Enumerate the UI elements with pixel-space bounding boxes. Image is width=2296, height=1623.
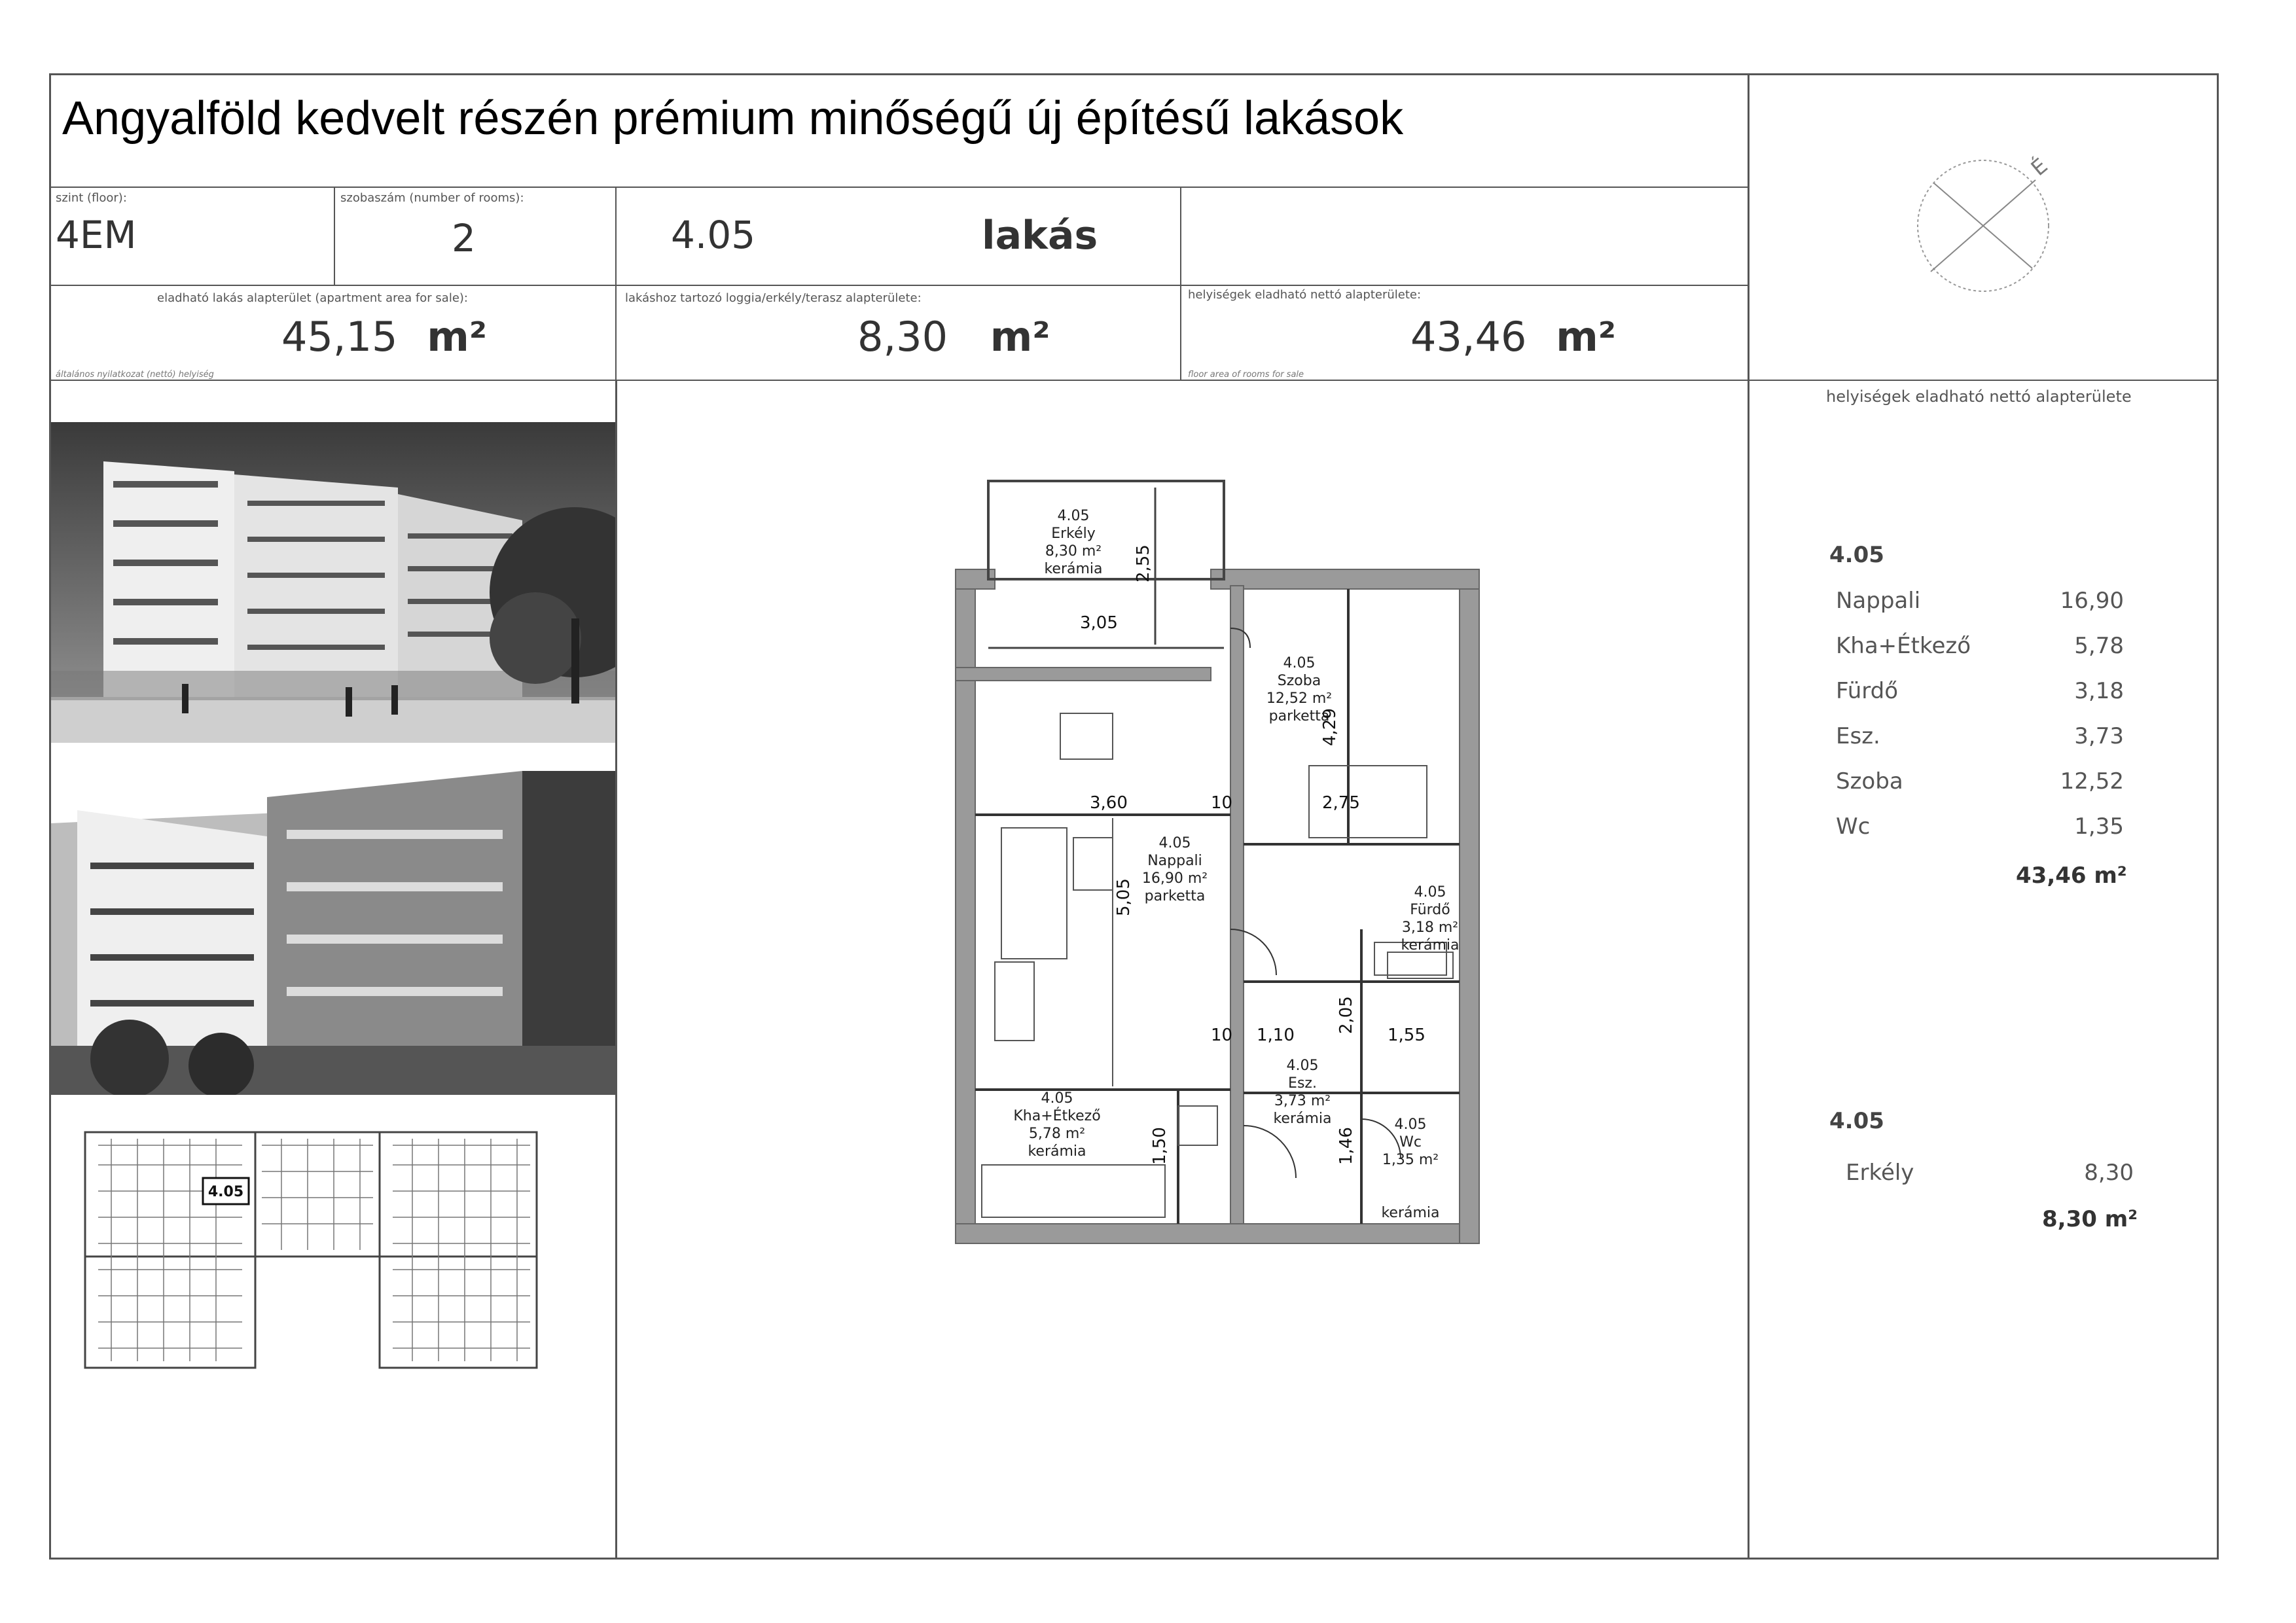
svg-text:4.05: 4.05 bbox=[1286, 1058, 1319, 1074]
svg-text:kerámia: kerámia bbox=[1381, 1205, 1440, 1221]
floor-plan bbox=[942, 471, 1486, 1257]
room-row: Nappali 16,90 bbox=[1836, 588, 2124, 614]
svg-text:4.05: 4.05 bbox=[1394, 1116, 1427, 1133]
svg-text:1,10: 1,10 bbox=[1257, 1026, 1295, 1045]
svg-text:2,05: 2,05 bbox=[1336, 996, 1356, 1034]
room-label-kha-etkezo bbox=[1013, 1090, 1100, 1160]
room-row: Esz. 3,73 bbox=[1836, 723, 2124, 749]
net-area-label: helyiségek eladható nettó alapterülete: bbox=[1188, 288, 1422, 302]
page-title: Angyalföld kedvelt részén prémium minőségű új építésű lakások bbox=[62, 92, 1404, 145]
room-label-erkely bbox=[1044, 508, 1102, 577]
room-label-nappali bbox=[1142, 835, 1208, 904]
floor-value: 4EM bbox=[56, 213, 137, 257]
compass-icon bbox=[1905, 147, 2062, 304]
group2-title: 4.05 bbox=[1829, 1108, 1884, 1134]
loggia-unit: m² bbox=[990, 313, 1050, 361]
room-label-furdo bbox=[1401, 884, 1459, 954]
group1-list bbox=[1836, 588, 2124, 859]
room-row: Erkély 8,30 bbox=[1846, 1160, 2134, 1186]
svg-text:3,05: 3,05 bbox=[1080, 613, 1118, 633]
rooms-label: szobaszám (number of rooms): bbox=[340, 191, 524, 205]
key-plan-apartment-label: 4.05 bbox=[207, 1184, 244, 1200]
svg-text:4.05: 4.05 bbox=[1158, 835, 1191, 851]
plan-dimensions bbox=[1080, 544, 1426, 1165]
loggia-label: lakáshoz tartozó loggia/erkély/terasz alapterülete: bbox=[625, 291, 922, 305]
area-value: 45,15 bbox=[281, 313, 398, 361]
area-label: eladható lakás alapterület (apartment area for sale): bbox=[157, 291, 468, 305]
compass-north-label: É bbox=[2026, 153, 2053, 181]
group1-title: 4.05 bbox=[1829, 542, 1884, 568]
footnote-left: általános nyilatkozat (nettó) helyiség bbox=[56, 370, 214, 380]
loggia-value-group bbox=[857, 313, 1050, 361]
svg-text:2,75: 2,75 bbox=[1322, 793, 1360, 813]
svg-text:Fürdő: Fürdő bbox=[1410, 902, 1450, 918]
net-area-value-group bbox=[1410, 313, 1616, 361]
net-area-unit: m² bbox=[1556, 313, 1616, 361]
rooms-value: 2 bbox=[452, 216, 476, 260]
svg-text:4,29: 4,29 bbox=[1320, 708, 1340, 746]
svg-text:4.05: 4.05 bbox=[1041, 1090, 1073, 1107]
svg-text:2,55: 2,55 bbox=[1134, 544, 1153, 582]
svg-text:16,90 m²: 16,90 m² bbox=[1141, 870, 1208, 887]
svg-text:4.05: 4.05 bbox=[1057, 508, 1090, 524]
room-row: Wc 1,35 bbox=[1836, 813, 2124, 840]
floor-label: szint (floor): bbox=[56, 191, 127, 205]
svg-text:8,30 m²: 8,30 m² bbox=[1045, 543, 1102, 560]
svg-text:parketta: parketta bbox=[1144, 888, 1206, 904]
svg-text:4.05: 4.05 bbox=[1414, 884, 1446, 901]
area-value-group bbox=[281, 313, 487, 361]
svg-text:10: 10 bbox=[1211, 1026, 1233, 1045]
svg-text:parketta: parketta bbox=[1268, 708, 1330, 724]
group2-total: 8,30 m² bbox=[2042, 1206, 2138, 1232]
apartment-word: lakás bbox=[982, 213, 1098, 259]
svg-text:3,73 m²: 3,73 m² bbox=[1274, 1093, 1331, 1109]
svg-text:kerámia: kerámia bbox=[1028, 1143, 1086, 1160]
area-unit: m² bbox=[427, 313, 487, 361]
right-panel-heading: helyiségek eladható nettó alapterülete bbox=[1826, 387, 2132, 406]
svg-text:12,52 m²: 12,52 m² bbox=[1266, 690, 1333, 707]
svg-text:4.05: 4.05 bbox=[1283, 655, 1316, 671]
room-row: Szoba 12,52 bbox=[1836, 768, 2124, 794]
svg-text:Erkély: Erkély bbox=[1051, 526, 1096, 542]
svg-text:10: 10 bbox=[1211, 793, 1233, 813]
svg-text:1,35 m²: 1,35 m² bbox=[1382, 1152, 1439, 1168]
net-area-value: 43,46 bbox=[1410, 313, 1527, 361]
group2-list bbox=[1846, 1160, 2134, 1205]
svg-text:1,55: 1,55 bbox=[1388, 1026, 1426, 1045]
svg-text:Kha+Étkező: Kha+Étkező bbox=[1013, 1108, 1101, 1124]
footnote-right: floor area of rooms for sale bbox=[1188, 370, 1304, 380]
svg-text:3,18 m²: 3,18 m² bbox=[1401, 919, 1459, 936]
building-render-photo-1 bbox=[51, 422, 615, 743]
building-render-photo-2 bbox=[51, 771, 615, 1095]
svg-text:kerámia: kerámia bbox=[1401, 937, 1460, 954]
svg-text:Esz.: Esz. bbox=[1288, 1075, 1317, 1092]
svg-text:3,60: 3,60 bbox=[1090, 793, 1128, 813]
loggia-value: 8,30 bbox=[857, 313, 948, 361]
room-row: Fürdő 3,18 bbox=[1836, 678, 2124, 704]
svg-text:kerámia: kerámia bbox=[1044, 561, 1103, 577]
svg-text:1,46: 1,46 bbox=[1336, 1127, 1356, 1165]
apartment-number: 4.05 bbox=[671, 213, 756, 257]
room-row: Kha+Étkező 5,78 bbox=[1836, 633, 2124, 659]
svg-text:5,05: 5,05 bbox=[1114, 878, 1134, 916]
svg-text:kerámia: kerámia bbox=[1273, 1111, 1332, 1127]
svg-text:1,50: 1,50 bbox=[1150, 1127, 1170, 1165]
svg-text:Wc: Wc bbox=[1399, 1134, 1422, 1150]
svg-text:5,78 m²: 5,78 m² bbox=[1028, 1126, 1086, 1142]
group1-total: 43,46 m² bbox=[2016, 863, 2127, 889]
building-key-plan bbox=[72, 1126, 583, 1374]
svg-text:Szoba: Szoba bbox=[1277, 673, 1321, 689]
svg-text:Nappali: Nappali bbox=[1147, 853, 1202, 869]
